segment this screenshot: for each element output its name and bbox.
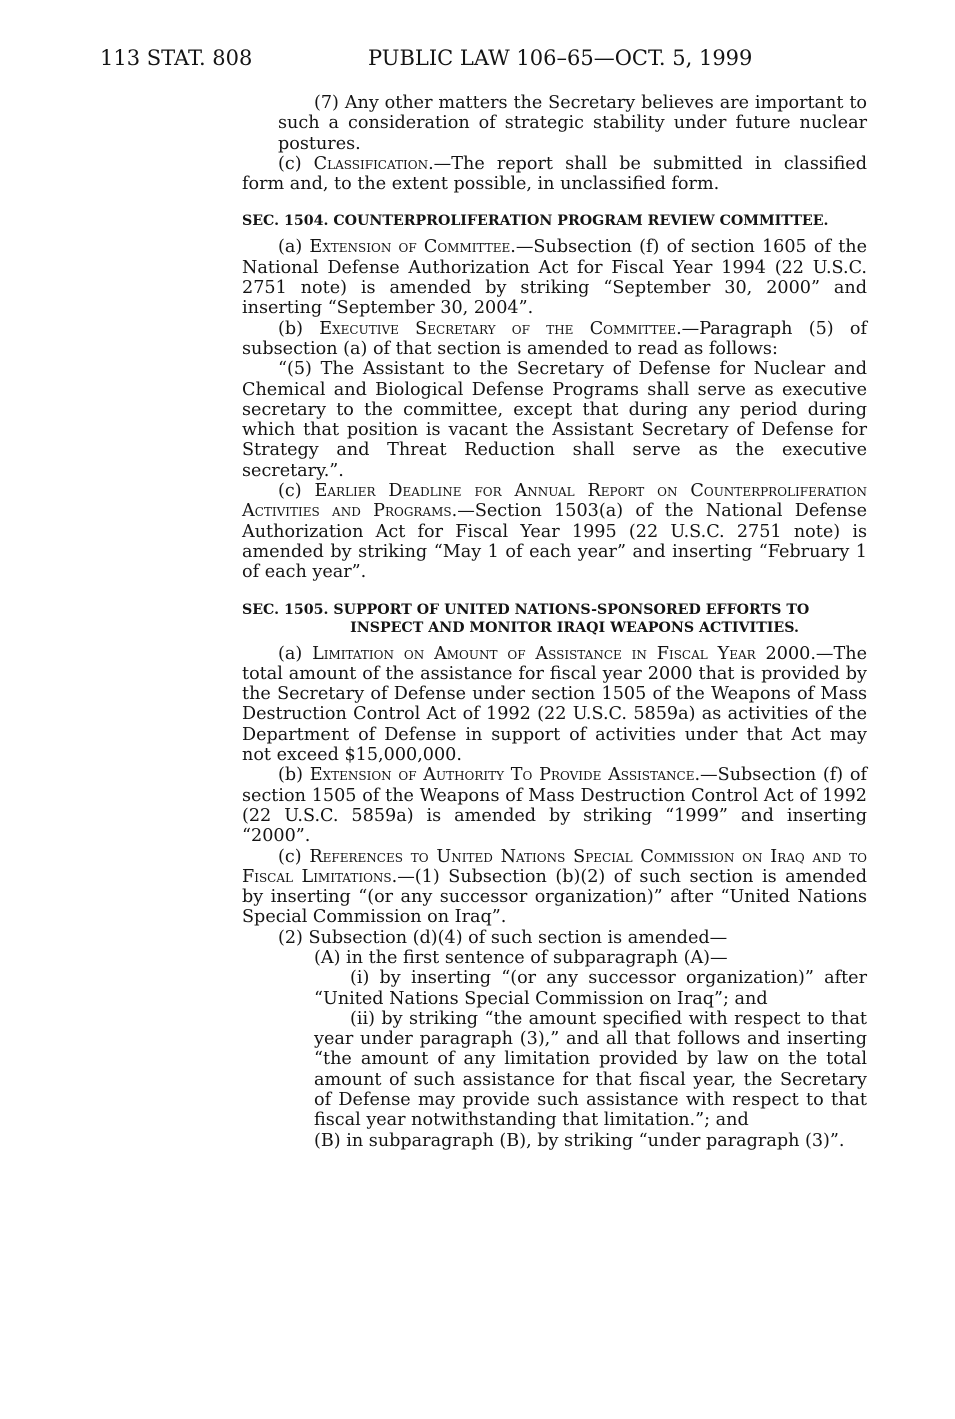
caption-extension-of-authority: Extension of Authority To Provide Assistance [309, 765, 695, 786]
sec1505-subsection-a: (a) Limitation on Amount of Assistance in Fiscal Year 2000.—The total amount of the assistance for fiscal year 2000 that is provided by the Secretary of Defense under section 1505 of the Weapons of Mass Destruction Control Act of 1992 (22 U.S.C. 5859a) as activities of the Department of Defense in support of activities under that Act may not exceed $15,000,000. [242, 643, 867, 766]
section-1505-heading-line2: INSPECT AND MONITOR IRAQI WEAPONS ACTIVITIES. [350, 619, 799, 636]
section-1505-heading [242, 601, 867, 637]
document-body [242, 93, 867, 1151]
sec1505-subsection-b: (b) Extension of Authority To Provide Assistance.—Subsection (f) of section 1505 of the Weapons of Mass Destruction Control Act of 1992 (22 U.S.C. 5859a) is amended by striking “1999” and inserting “2000”. [242, 765, 867, 847]
paragraph-c-classification: (c) Classification.—The report shall be submitted in classified form and, to the extent possible, in unclassified form. [242, 153, 867, 195]
sec1505-subsection-c: (c) References to United Nations Special Commission on Iraq and to Fiscal Limitations.—(1) Subsection (b)(2) of such section is amended by inserting “(or any successor organization)” after “United Nations Special Commission on Iraq”. [242, 846, 867, 928]
sec1505-c-clause-i: (i) by inserting “(or any successor organization)” after “United Nations Special Commission on Iraq”; and [314, 968, 867, 1009]
sec1504-quoted-paragraph-5: “(5) The Assistant to the Secretary of Defense for Nuclear and Chemical and Biological Defense Programs shall serve as executive secretary to the committee, except that during any period during which that position is vacant the Assistant Secretary of Defense for Strategy and Threat Reduction shall serve as the executive secretary.”. [242, 359, 867, 481]
sec1505-c-subparagraph-B: (B) in subparagraph (B), by striking “under paragraph (3)”. [314, 1130, 845, 1151]
caption-references-to-unscom: References to United Nations Special Commission on Iraq and to Fiscal Limitations [242, 846, 867, 887]
sec1505-c-paragraph-2: (2) Subsection (d)(4) of such section is amended— [278, 927, 728, 948]
sec1504-subsection-a: (a) Extension of Committee.—Subsection (f) of section 1605 of the National Defense Authorization Act for Fiscal Year 1994 (22 U.S.C. 2751 note) is amended by striking “September 30, 2000” and inserting “September 30, 2004”. [242, 237, 868, 319]
public-law-citation: PUBLIC LAW 106–65—OCT. 5, 1999 [368, 46, 753, 70]
caption-extension-of-committee: Extension of Committee [309, 237, 511, 258]
sec1504-subsection-c: (c) Earlier Deadline for Annual Report on Counterproliferation Activities and Programs.—Section 1503(a) of the National Defense Authorization Act for Fiscal Year 1995 (22 U.S.C. 2751 note) is amended by striking “May 1 of each year” and inserting “February 1 of each year”. [242, 481, 867, 583]
sec1504-subsection-b: (b) Executive Secretary of the Committee.—Paragraph (5) of subsection (a) of that section is amended to read as follows: [242, 318, 868, 359]
caption-executive-secretary: Executive Secretary of the Committee [319, 318, 677, 339]
caption-limitation-on-amount: Limitation on Amount of Assistance in Fiscal Year [312, 643, 756, 664]
paragraph-7: (7) Any other matters the Secretary believes are important to such a consideration of strategic stability under future nuclear postures. [278, 93, 867, 154]
statute-page-number: 113 STAT. 808 [100, 46, 253, 70]
section-1505-heading-line1: SEC. 1505. SUPPORT OF UNITED NATIONS-SPONSORED EFFORTS TO [242, 601, 810, 618]
caption-classification: Classification [313, 153, 429, 174]
sec1505-c-subparagraph-A: (A) in the first sentence of subparagraph (A)— [314, 947, 728, 968]
caption-earlier-deadline: Earlier Deadline for Annual Report on Counterproliferation Activities and Programs [242, 481, 867, 522]
section-1504-heading: SEC. 1504. COUNTERPROLIFERATION PROGRAM REVIEW COMMITTEE. [242, 213, 829, 230]
sec1505-c-clause-ii: (ii) by striking “the amount specified with respect to that year under paragraph (3),” and all that follows and inserting “the amount of any limitation provided by law on the total amount of such assistance for that fiscal year, the Secretary of Defense may provide such assistance with respect to that fiscal year notwithstanding that limitation.”; and [314, 1008, 867, 1131]
